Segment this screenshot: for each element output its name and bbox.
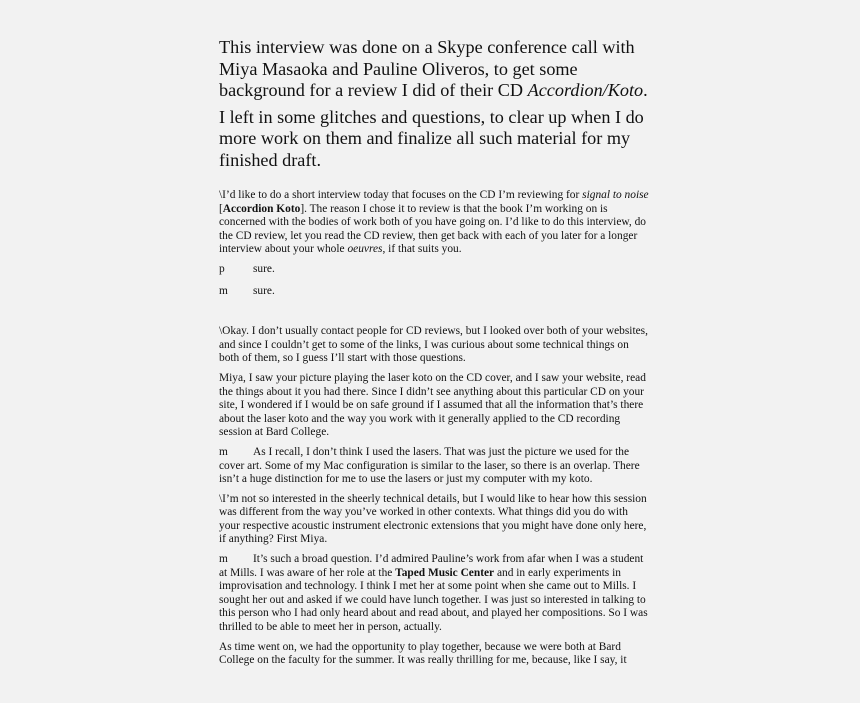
- answer-text: sure.: [253, 262, 275, 275]
- intro-text: This interview was done on a Skype conference call with Miya Masaoka and Pauline Oliveros, to get some background for a review I did of their CD: [219, 37, 635, 100]
- speaker-tag: p: [219, 262, 225, 275]
- speaker-tag: m: [219, 445, 228, 458]
- answer-text: sure.: [253, 284, 275, 297]
- answer-text: As I recall, I don’t think I used the lasers. That was just the picture we used for the cover art. Some of my Mac configuration is similar to the laser, so there is an overlap. There isn’t a huge distinction for me to use the lasers or just my computer with my koto.: [219, 445, 640, 486]
- question-4: \I’m not so interested in the sheerly technical details, but I would like to hear how this session was different from the way you’ve worked in other contexts. What things did you do with your respective acoustic instrument electronic extensions that you might have done only here, if anything? First Miya.: [219, 492, 647, 546]
- q1-magazine-italic: signal to noise: [582, 189, 649, 201]
- a4-text-b: and in early experiments in improvisation and technology. I think I met her at some point when she came out to Mills. I sought her out and asked if we could have lunch together. I was just so interested in talking to this person who I had only heard about and read about, and played her compositions. So I was thrilled to be able to meet her in person, actually.: [219, 566, 648, 634]
- question-1: [219, 189, 651, 257]
- q1-cd-bold: Accordion Koto: [222, 202, 301, 215]
- paragraph-continued: As time went on, we had the opportunity to play together, because we were both at Bard College on the faculty for the summer. It was really thrilling for me, because, like I say, it: [219, 640, 627, 667]
- q1-text-a: \I’d like to do a short interview today that focuses on the CD I’m reviewing for: [219, 189, 583, 201]
- intro-note: [219, 37, 649, 176]
- cd-title-italic: Accordion/Koto: [527, 80, 644, 100]
- a4-tmc-bold: Taped Music Center: [395, 566, 495, 579]
- question-3: Miya, I saw your picture playing the laser koto on the CD cover, and I saw your website, read the things about it you had there. Since I didn’t see anything about this particular CD on your site, I wondered if I would be on safe ground if I assumed that all the information that’s there about the laser koto and the way you work with it generally applied to the CD recording session at Bard College.: [219, 371, 646, 439]
- a4-text-a: It’s such a broad question. I’d admired Pauline’s work from afar when I was a student at Mills. I was aware of her role at the: [219, 553, 644, 579]
- answer-2: [219, 285, 651, 299]
- section-gap: [219, 306, 651, 325]
- answer-3: [219, 446, 651, 487]
- q1-text-c: ]. The reason I chose it to review is that the book I’m working on is concerned with the bodies of work both of you have going on. I’d like to do this interview, do the CD review, let you read the CD review, then get back with each of you later for a longer interview about your whole: [219, 202, 646, 256]
- speaker-tag: m: [219, 553, 228, 566]
- answer-4: [219, 553, 651, 635]
- interview-body: [219, 189, 651, 674]
- intro-paragraph-2: I left in some glitches and questions, to clear up when I do more work on them and finalize all such material for my finished draft.: [219, 106, 644, 170]
- q1-text-d: , if that suits you.: [382, 243, 462, 256]
- question-2: \Okay. I don’t usually contact people for CD reviews, but I looked over both of your websites, and since I couldn’t get to some of the links, I was curious about some technical things on both of them, so I guess I’ll start with those questions.: [219, 325, 648, 365]
- answer-1: [219, 263, 651, 277]
- speaker-tag: m: [219, 284, 228, 297]
- q1-text-b: [: [219, 202, 223, 215]
- intro-text-end: .: [643, 80, 648, 100]
- q1-oeuvres-italic: oeuvres: [347, 243, 383, 256]
- intro-paragraph-1: [219, 37, 649, 102]
